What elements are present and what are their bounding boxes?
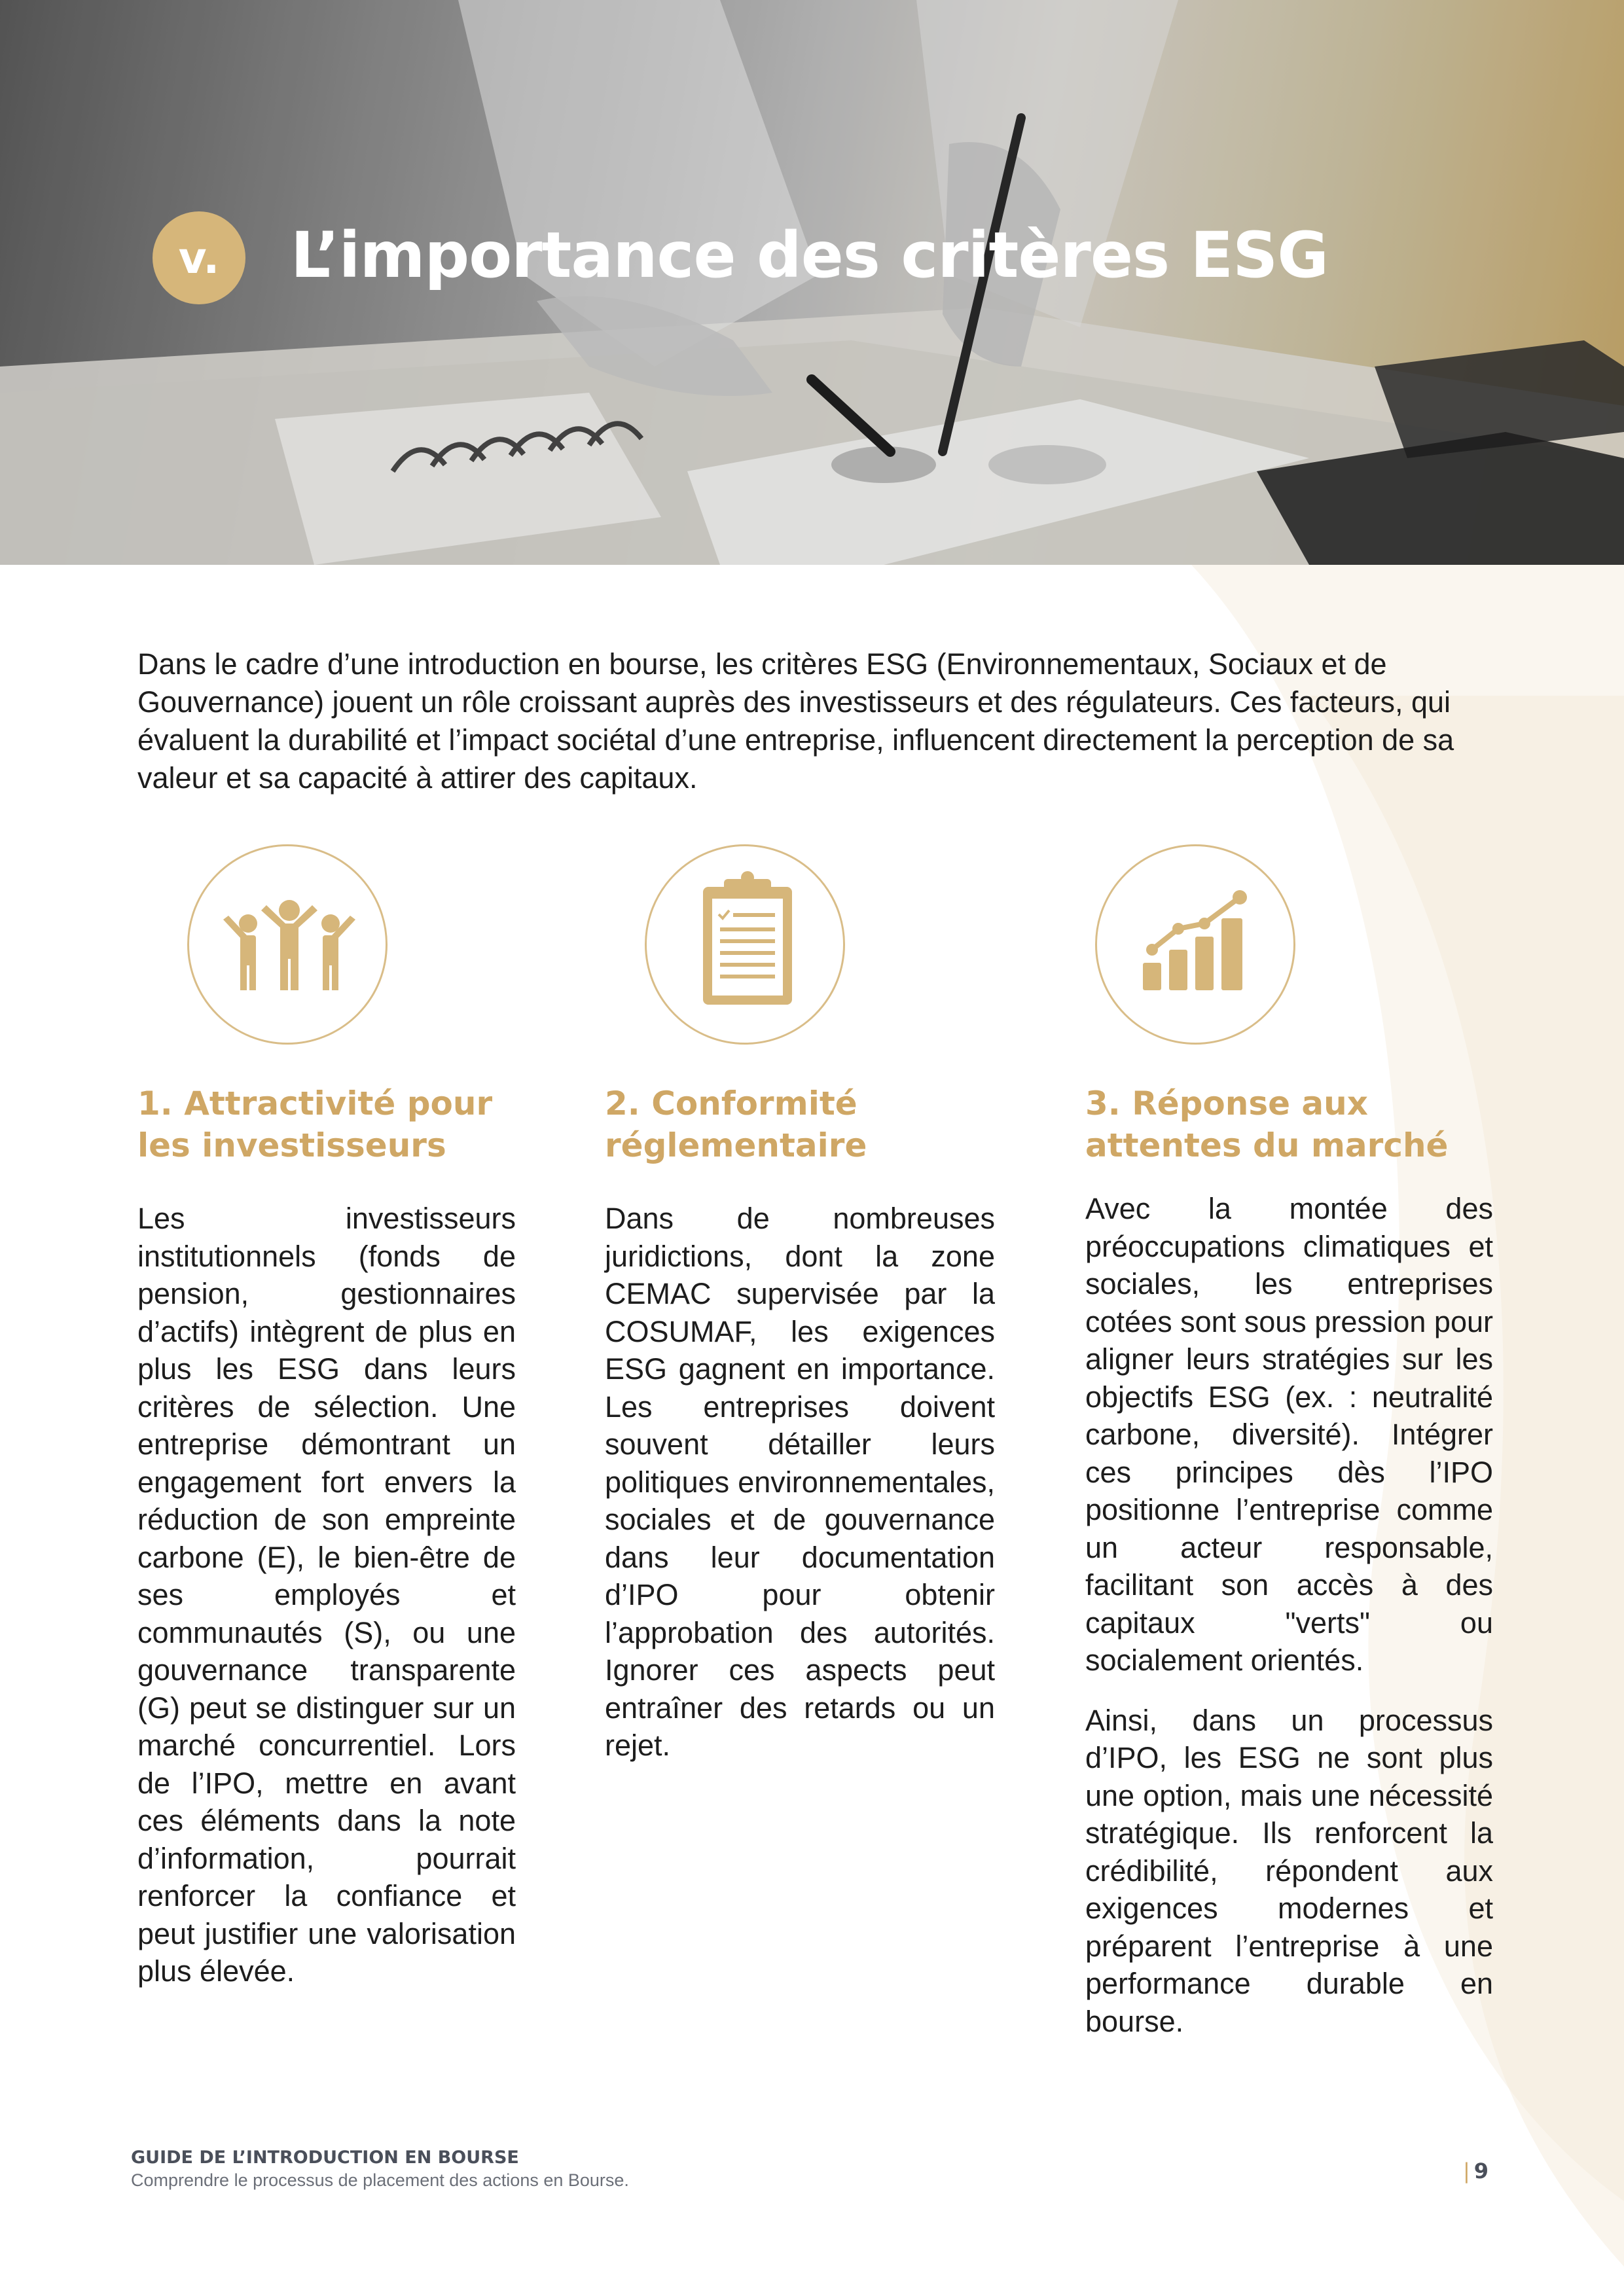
column-3-title-line1: 3. Réponse aux — [1085, 1085, 1369, 1122]
column-1-paragraph: Les investisseurs institutionnels (fonds de pension, gestionnaires d’actifs) intègrent de plus en plus les ESG dans leurs critères de sélection. Une entreprise démontrant un engagement fort envers la réduction de son empreinte carbone (E), le bien-être de ses employés et communautés (S), ou une gouvernance transparente (G) peut se distinguer sur un marché concurrentiel. Lors de l’IPO, mettre en avant ces éléments dans la note d’information, pourrait renforcer la confiance et peut justifier une valorisation plus élevée. — [137, 1202, 516, 1988]
column-2-paragraph: Dans de nombreuses juridictions, dont la zone CEMAC supervisée par la COSUMAF, les exigences ESG gagnent en importance. Les entreprises doivent souvent détailler leurs politiques environnementales, sociales et de gouvernance dans leur documentation d’IPO pour obtenir l’approbation des autorités. Ignorer ces aspects peut entraîner des retards ou un rejet. — [605, 1202, 995, 1762]
section-number-badge: v. — [153, 211, 245, 304]
column-1-title-line1: 1. Attractivité pour — [137, 1085, 493, 1122]
page-number-separator: | — [1463, 2159, 1470, 2183]
footer-guide-subtitle: Comprendre le processus de placement des actions en Bourse. — [131, 2170, 629, 2190]
column-3-text — [1085, 1190, 1493, 2062]
column-3-paragraph-1: Avec la montée des préoccupations climatiques et sociales, les entreprises cotées sont sous pression pour aligner leurs stratégies sur les objectifs ESG (ex. : neutralité carbone, diversité). Intégrer ces principes dès l’IPO positionne l’entreprise comme un acteur responsable, facilitant son accès à des capitaux "verts" ou socialement orientés. — [1085, 1192, 1493, 1677]
clipboard-icon — [645, 844, 845, 1045]
header-photo — [0, 0, 1624, 565]
column-2-title-line1: 2. Conformité — [605, 1085, 857, 1122]
people-icon — [187, 844, 388, 1045]
column-1-text — [137, 1200, 516, 2013]
column-2-title — [605, 1083, 998, 1166]
section-title: L’importance des critères ESG — [291, 219, 1329, 292]
column-3-title-line2: attentes du marché — [1085, 1126, 1449, 1164]
growth-chart-icon — [1095, 844, 1295, 1045]
column-3-paragraph-2: Ainsi, dans un processus d’IPO, les ESG ne sont plus une option, mais une nécessité stratégique. Ils renforcent la crédibilité, répondent aux exigences modernes et préparent l’entreprise à une performance durable en bourse. — [1085, 1703, 1493, 2038]
page-number-value: 9 — [1473, 2159, 1489, 2183]
column-1-title-line2: les investisseurs — [137, 1126, 446, 1164]
page-number — [1463, 2159, 1489, 2183]
footer-guide-title: GUIDE DE L’INTRODUCTION EN BOURSE — [131, 2147, 519, 2168]
column-1-title — [137, 1083, 530, 1166]
intro-paragraph: Dans le cadre d’une introduction en bourse, les critères ESG (Environnementaux, Sociaux et de Gouvernance) jouent un rôle croissant auprès des investisseurs et des régulateurs. Ces facteurs, qui évaluent la durabilité et l’impact sociétal d’une entreprise, influencent directement la perception de sa valeur et sa capacité à attirer des capitaux. — [137, 647, 1454, 795]
column-2-text — [605, 1200, 995, 1787]
column-2-title-line2: réglementaire — [605, 1126, 867, 1164]
column-3-title — [1085, 1083, 1504, 1166]
